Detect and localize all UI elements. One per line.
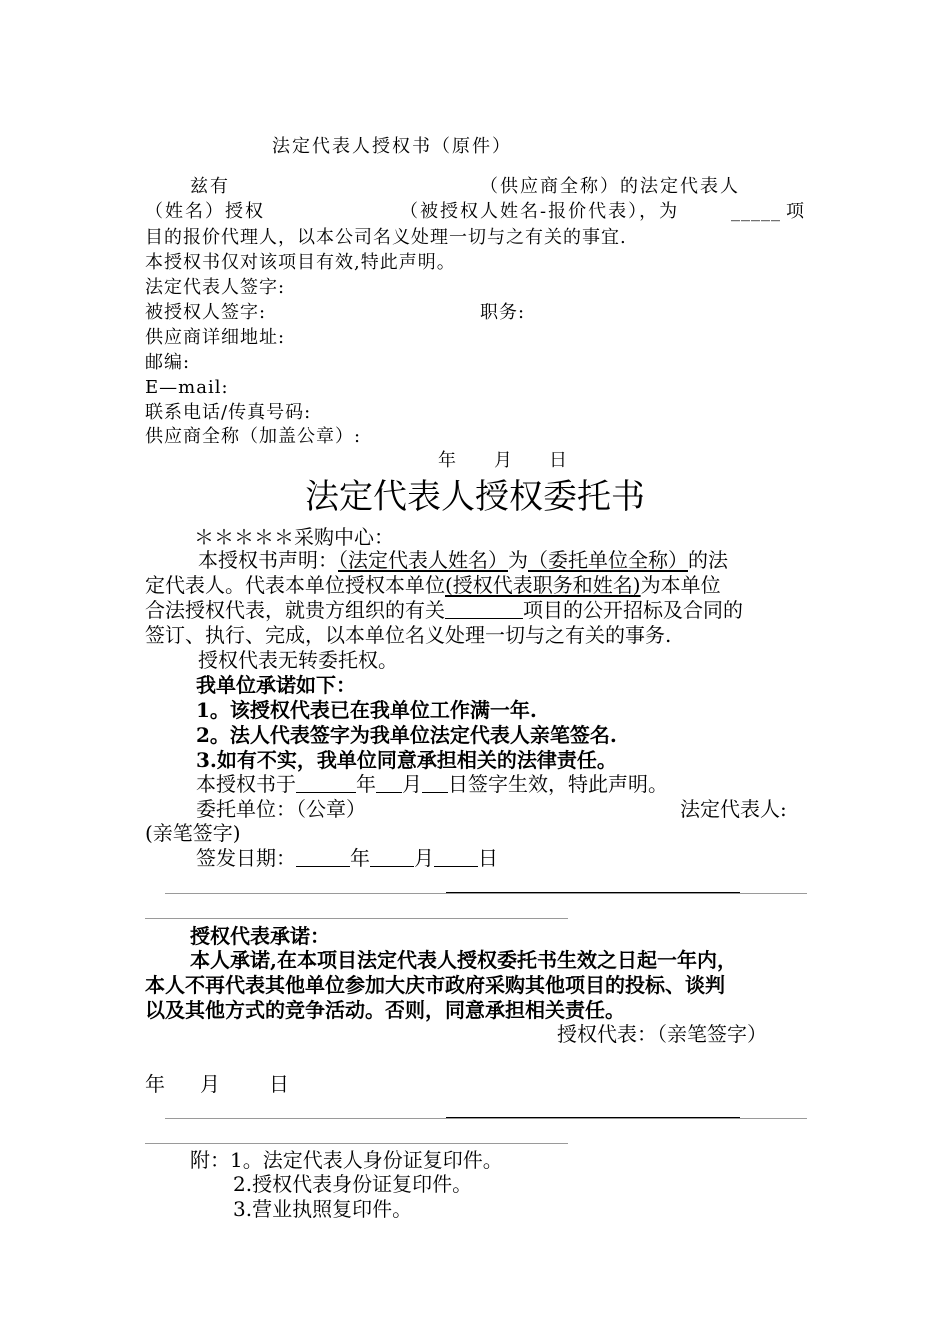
- doc1-phone-fax: 联系电话/传真号码:: [145, 402, 312, 423]
- doc2-issue-month-blank: [370, 848, 414, 867]
- doc2-entrust-unit: 委托单位：（公章）: [196, 797, 366, 821]
- agent-promise-head: 授权代表承诺：: [190, 924, 330, 948]
- doc2-effective-day-blank: [422, 774, 448, 793]
- doc1-legal-sign: 法定代表人签字:: [145, 277, 286, 298]
- doc2-declaration: [198, 550, 728, 570]
- doc2-project-blank: [445, 600, 523, 619]
- agent-date-day: 日: [269, 1072, 289, 1096]
- doc2-l3-b: 项目的公开招标及合同的: [523, 598, 743, 622]
- doc2-handwritten: (亲笔签字): [145, 821, 241, 845]
- attachment-1: 附：1。法定代表人身份证复印件。: [190, 1148, 503, 1172]
- doc2-effective-a: 本授权书于: [196, 772, 296, 796]
- doc2-decl-b: 为: [508, 548, 528, 572]
- separator-line: [446, 1117, 740, 1118]
- doc2-decl-unit: （委托单位全称）: [528, 548, 688, 572]
- doc1-date-day: 日: [549, 450, 568, 471]
- doc2-l2-b: 为本单位: [640, 573, 721, 597]
- doc1-p2-c: 项: [786, 201, 806, 222]
- doc1-seal: 供应商全称（加盖公章）:: [145, 426, 362, 447]
- doc1-p2-b: （被授权人姓名-报价代表），为: [400, 201, 680, 222]
- doc2-l2-a: 定代表人。代表本单位授权本单位: [145, 573, 445, 597]
- doc2-issue-date: [196, 848, 498, 868]
- doc2-effective-month: 月: [402, 772, 422, 796]
- doc2-title: 法定代表人授权委托书: [305, 477, 645, 517]
- doc1-date-year: 年: [438, 450, 457, 471]
- doc2-l3-a: 合法授权代表，就贵方组织的有关: [145, 598, 445, 622]
- doc1-agent-sign: 被授权人签字:: [145, 302, 267, 323]
- doc2-promise-3: 3.如有不实，我单位同意承担相关的法律责任。: [196, 748, 617, 772]
- doc2-legal-rep: 法定代表人:: [680, 797, 787, 821]
- doc2-line2: [145, 575, 721, 595]
- agent-promise-l3: 以及其他方式的竞争活动。否则，同意承担相关责任。: [145, 998, 625, 1022]
- attachment-3: 3.营业执照复印件。: [233, 1197, 413, 1221]
- separator-line: [145, 1143, 568, 1144]
- doc1-position: 职务:: [480, 302, 526, 323]
- doc1-address: 供应商详细地址:: [145, 327, 286, 348]
- doc2-decl-a: 本授权书声明：: [198, 548, 338, 572]
- doc2-promise-1: 1。该授权代表已在我单位工作满一年.: [196, 698, 537, 722]
- doc1-p1-b: （供应商全称）的法定代表人: [480, 176, 740, 197]
- doc1-p2-a: （姓名）授权: [145, 201, 265, 222]
- agent-promise-l1: 本人承诺,在本项目法定代表人授权委托书生效之日起一年内，: [190, 948, 737, 972]
- doc2-effective-month-blank: [376, 774, 402, 793]
- separator-line: [145, 918, 568, 919]
- doc2-effective: [196, 774, 668, 794]
- doc2-addressee: ＊＊＊＊＊采购中心：: [194, 525, 394, 549]
- doc1-date-month: 月: [494, 450, 513, 471]
- doc1-email: E—mail:: [145, 377, 229, 398]
- separator-line: [165, 1118, 807, 1119]
- doc2-issue-label: 签发日期：: [196, 846, 296, 870]
- doc2-issue-month: 月: [414, 846, 434, 870]
- doc2-promise-2: 2。法人代表签字为我单位法定代表人亲笔签名.: [196, 723, 617, 747]
- doc1-p4: 本授权书仅对该项目有效,特此声明。: [145, 252, 456, 273]
- doc2-effective-year-blank: [296, 774, 356, 793]
- agent-promise-l2: 本人不再代表其他单位参加大庆市政府采购其他项目的投标、谈判: [145, 973, 725, 997]
- doc2-line3: [145, 600, 743, 620]
- doc2-issue-year-blank: [296, 848, 350, 867]
- doc2-effective-year: 年: [356, 772, 376, 796]
- agent-date-year: 年: [145, 1072, 165, 1096]
- doc2-no-sub: 授权代表无转委托权。: [198, 648, 398, 672]
- doc2-issue-day-blank: [434, 848, 478, 867]
- doc1-p3: 目的报价代理人，以本公司名义处理一切与之有关的事宜.: [145, 227, 627, 248]
- doc2-promise-head: 我单位承诺如下：: [196, 673, 356, 697]
- doc2-issue-day: 日: [478, 846, 498, 870]
- agent-promise-sign: 授权代表：（亲笔签字）: [557, 1022, 767, 1046]
- doc1-p1-a: 兹有: [190, 176, 230, 197]
- doc1-p2-blank: _____: [731, 201, 781, 222]
- doc2-issue-year: 年: [350, 846, 370, 870]
- doc2-l2-u: (授权代表职务和姓名): [445, 573, 641, 597]
- agent-date-month: 月: [200, 1072, 220, 1096]
- doc2-line4: 签订、执行、完成，以本单位名义处理一切与之有关的事务.: [145, 623, 672, 647]
- separator-line: [165, 893, 807, 894]
- separator-line: [446, 892, 740, 893]
- doc1-postcode: 邮编:: [145, 352, 191, 373]
- doc2-decl-c: 的法: [688, 548, 728, 572]
- doc2-effective-b: 日签字生效，特此声明。: [448, 772, 668, 796]
- doc2-decl-name: （法定代表人姓名）: [338, 548, 508, 572]
- attachment-2: 2.授权代表身份证复印件。: [233, 1172, 473, 1196]
- doc1-title: 法定代表人授权书（原件）: [272, 136, 512, 157]
